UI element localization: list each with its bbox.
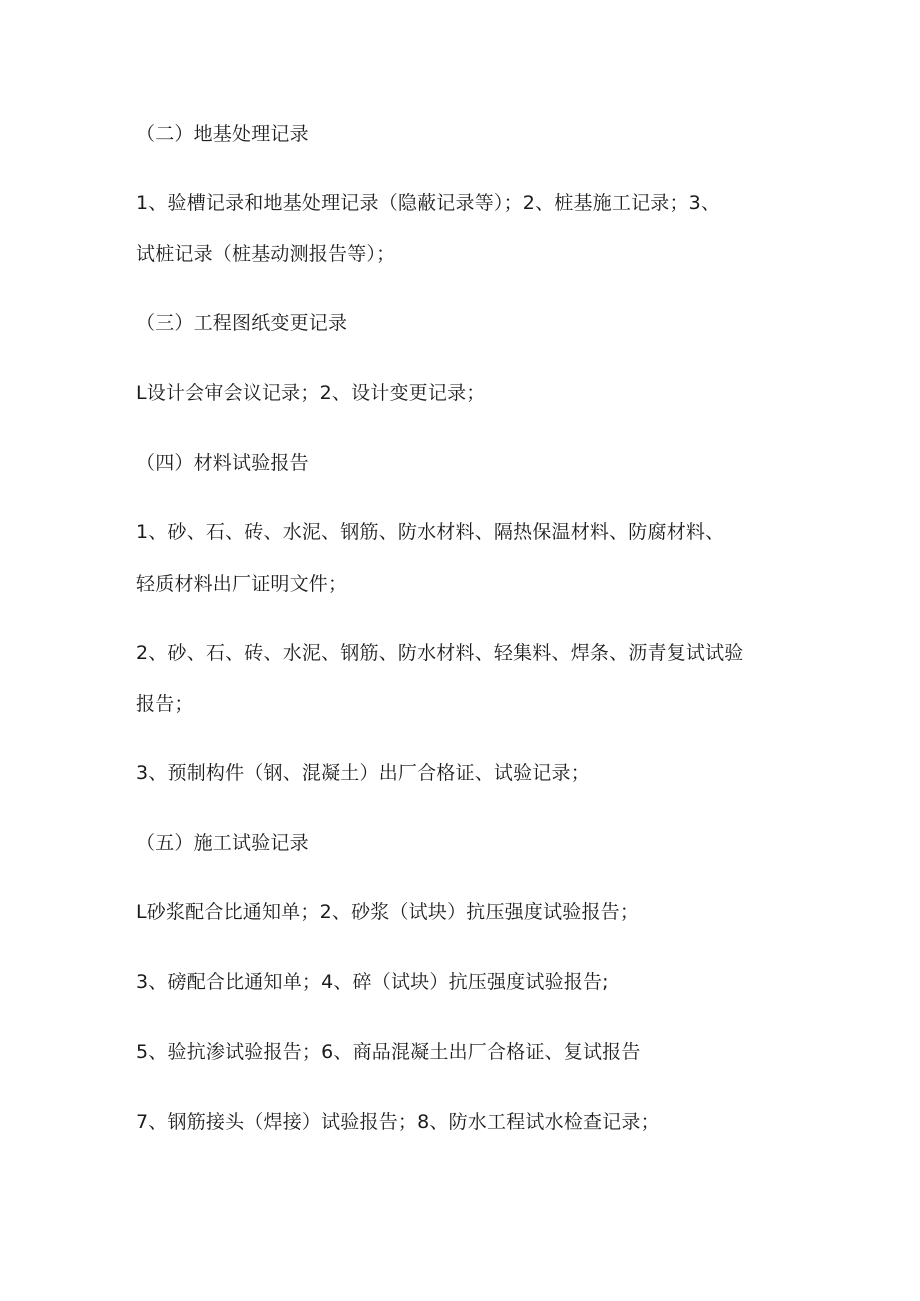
paragraph-line: 1、砂、石、砖、水泥、钢筋、防水材料、隔热保温材料、防腐材料、 [136,521,725,543]
paragraph-line: 1、验槽记录和地基处理记录（隐蔽记录等）；2、桩基施工记录；3、 [136,192,721,214]
paragraph-line: L设计会审会议记录；2、设计变更记录； [136,382,486,404]
section-heading-3: （三）工程图纸变更记录 [136,312,348,334]
paragraph-line: 3、磅配合比通知单；4、碎（试块）抗压强度试验报告; [136,971,609,993]
paragraph-line: 2、砂、石、砖、水泥、钢筋、防水材料、轻集料、焊条、沥青复试试验 [136,642,744,664]
section-heading-5: （五）施工试验记录 [136,832,309,854]
paragraph-line: L砂浆配合比通知单；2、砂浆（试块）抗压强度试验报告； [136,901,640,923]
paragraph-line: 报告； [136,693,194,715]
paragraph-line: 试桩记录（桩基动测报告等）； [136,243,396,265]
paragraph-line: 轻质材料出厂证明文件； [136,573,348,595]
paragraph-line: 5、验抗渗试验报告；6、商品混凝土出厂合格证、复试报告 [136,1041,641,1063]
paragraph-line: 7、钢筋接头（焊接）试验报告；8、防水工程试水检查记录； [136,1111,660,1133]
section-heading-2: （二）地基处理记录 [136,123,309,145]
paragraph-line: 3、预制构件（钢、混凝土）出厂合格证、试验记录； [136,762,590,784]
section-heading-4: （四）材料试验报告 [136,452,309,474]
